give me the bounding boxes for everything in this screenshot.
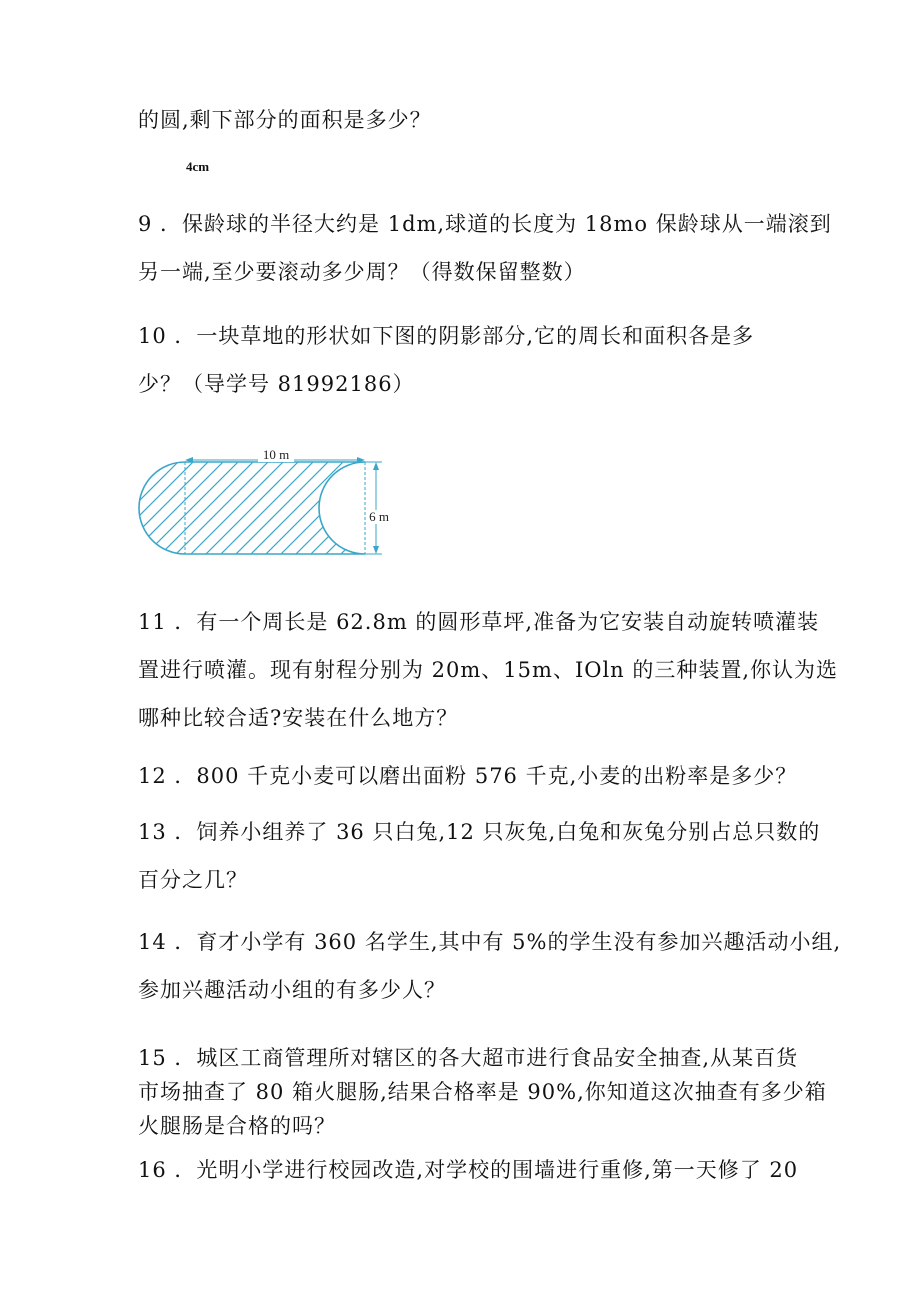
width-label: 10 m bbox=[262, 447, 290, 462]
hatch-line bbox=[130, 450, 145, 570]
hatch-line bbox=[160, 450, 280, 570]
question-15-line-2: 市场抽查了 80 箱火腿肠,结果合格率是 90%,你知道这次抽查有多少箱 bbox=[138, 1080, 827, 1104]
question-10-line-2: 少？（导学号 81992186） bbox=[138, 372, 415, 396]
question-14-line-2: 参加兴趣活动小组的有多少人？ bbox=[138, 978, 446, 1002]
hatch-line bbox=[205, 450, 325, 570]
radius-label: 4cm bbox=[186, 159, 210, 174]
hatch-line bbox=[130, 450, 250, 570]
hatch-line bbox=[130, 450, 175, 570]
question-15-line-1: 15 ．城区工商管理所对辖区的各大超市进行食品安全抽查,从某百货 bbox=[138, 1046, 799, 1070]
question-14-line-1: 14 ．育才小学有 360 名学生,其中有 5%的学生没有参加兴趣活动小组, bbox=[138, 930, 842, 954]
question-12-line-1: 12 ．800 千克小麦可以磨出面粉 576 千克,小麦的出粉率是多少？ bbox=[138, 764, 798, 788]
figure-svg bbox=[130, 440, 392, 576]
question-11-line-3: 哪种比较合适?安装在什么地方？ bbox=[138, 706, 459, 730]
question-10-line-1: 10 ．一块草地的形状如下图的阴影部分,它的周长和面积各是多 bbox=[138, 324, 755, 348]
question-13-line-1: 13 ．饲养小组养了 36 只白兔,12 只灰兔,白兔和灰兔分别占总只数的 bbox=[138, 820, 821, 844]
hatch-line bbox=[235, 450, 355, 570]
height-arrow-top bbox=[373, 462, 379, 470]
hatch-line bbox=[220, 450, 340, 570]
grass-shape-figure bbox=[130, 440, 392, 576]
question-9-line-2: 另一端,至少要滚动多少周？（得数保留整数） bbox=[138, 260, 586, 284]
question-16-line-1: 16 ．光明小学进行校园改造,对学校的围墙进行重修,第一天修了 20 bbox=[138, 1158, 799, 1182]
height-label: 6 m bbox=[369, 509, 389, 524]
text-line-1: 的圆,剩下部分的面积是多少？ bbox=[138, 108, 432, 132]
question-15-line-3: 火腿肠是合格的吗？ bbox=[138, 1114, 336, 1138]
question-11-line-2: 置进行喷灌。现有射程分别为 20m、15m、IOln 的三种装置,你认为选 bbox=[138, 658, 839, 682]
question-9-line-1: 9 ．保龄球的半径大约是 1dm,球道的长度为 18mo 保龄球从一端滚到 bbox=[138, 212, 832, 236]
question-13-line-2: 百分之几？ bbox=[138, 868, 248, 892]
hatch-line bbox=[265, 450, 385, 570]
question-11-line-1: 11 ．有一个周长是 62.8m 的圆形草坪,准备为它安装自动旋转喷灌装 bbox=[138, 610, 820, 634]
hatch-line bbox=[175, 450, 295, 570]
hatch-line bbox=[190, 450, 310, 570]
height-arrow-bottom bbox=[373, 546, 379, 554]
